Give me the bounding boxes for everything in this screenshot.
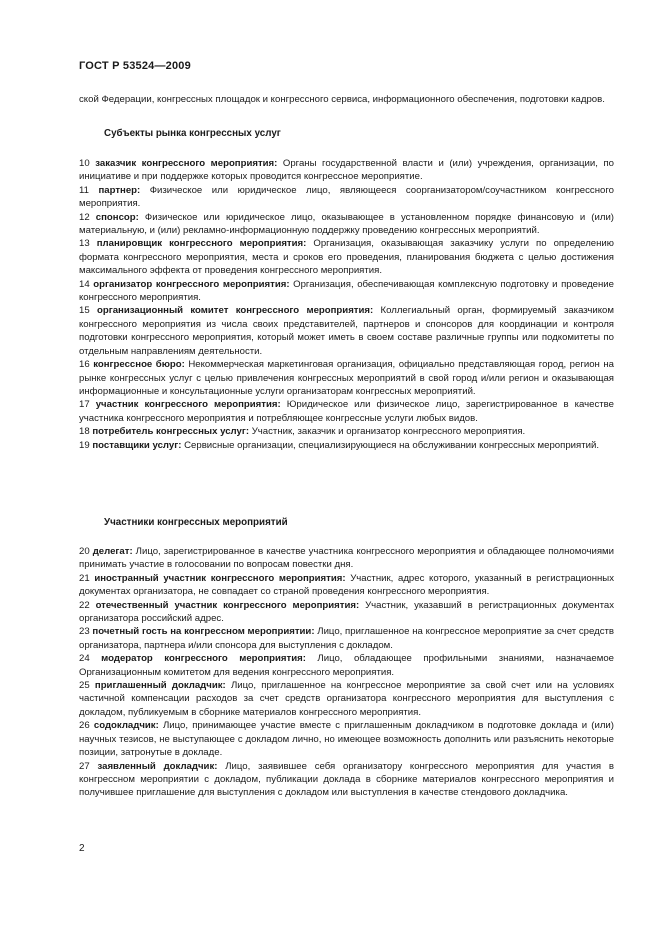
term-number: 14 bbox=[79, 278, 94, 290]
term-definition: Лицо, заявившее себя организатору конгрессного мероприятия для участия в конгрессном мероприятии с докладом, публикации доклада в сборнике материалов конгрессного мероприятия и получившее приглашение для выступления с докладом или выступления в качестве стендового докладчика. bbox=[79, 760, 615, 799]
term-entry bbox=[79, 358, 614, 398]
term-entry bbox=[79, 184, 614, 211]
term-name: спонсор: bbox=[95, 211, 139, 223]
term-name: заявленный докладчик: bbox=[97, 760, 218, 772]
term-name: потребитель конгрессных услуг: bbox=[92, 426, 250, 438]
continuation-paragraph: ской Федерации, конгрессных площадок и конгрессного сервиса, информационного обеспечения, подготовки кадров. bbox=[79, 94, 605, 105]
term-number: 13 bbox=[79, 238, 97, 250]
term-number: 25 bbox=[79, 680, 95, 692]
term-definition: Участник, заказчик и организатор конгрессного мероприятия. bbox=[249, 426, 526, 438]
term-entry bbox=[79, 237, 614, 277]
term-name: партнер: bbox=[98, 184, 141, 196]
term-definition: Лицо, зарегистрированное в качестве участника конгрессного мероприятия и обладающее полномочиями принимать участие в голосовании по вопросам повестки дня. bbox=[79, 546, 614, 571]
term-definition: Лицо, обладающее профильными знаниями, назначаемое Организационным комитетом для ведения конгрессного мероприятия. bbox=[79, 653, 614, 678]
term-number: 22 bbox=[79, 599, 96, 611]
term-definition: Участник, адрес которого, указанный в регистрационных документах организатора, не совпадает со страной проведения конгрессного мероприятия. bbox=[79, 572, 615, 598]
term-entry bbox=[79, 304, 614, 358]
term-number: 12 bbox=[79, 211, 96, 223]
term-definition: Коллегиальный орган, формируемый заказчиком конгрессного мероприятия из числа своих представителей, партнеров и спонсоров для координации и контроля подготовки конгрессного мероприятия, который может иметь в своем составе различные группы или подкомитеты по отдельным направлениям деятельности. bbox=[79, 305, 614, 357]
term-entry bbox=[79, 652, 614, 679]
term-name: отечественный участник конгрессного мероприятия: bbox=[95, 599, 360, 611]
term-number: 18 bbox=[79, 426, 93, 438]
term-number: 15 bbox=[79, 305, 97, 317]
term-list-subjects bbox=[79, 157, 614, 452]
term-entry bbox=[79, 211, 614, 238]
section-title-subjects: Субъекты рынка конгрессных услуг bbox=[104, 128, 281, 139]
term-name: участник конгрессного мероприятия: bbox=[95, 399, 281, 411]
term-name: организационный комитет конгрессного мероприятия: bbox=[97, 305, 374, 317]
term-entry bbox=[79, 425, 614, 438]
term-number: 23 bbox=[79, 626, 93, 638]
term-entry bbox=[79, 545, 614, 572]
term-definition: Сервисные организации, специализирующиеся на обслуживании конгрессных мероприятий. bbox=[181, 439, 600, 451]
term-entry bbox=[79, 157, 614, 184]
term-definition: Лицо, принимающее участие вместе с приглашенным докладчиком в подготовке доклада и (или) научных тезисов, не выступающее с докладом лично, но имеющее возможность дополнить или разъяснить некоторые позиции, затронутые в докладе. bbox=[79, 720, 614, 759]
term-number: 24 bbox=[79, 653, 102, 665]
term-entry bbox=[79, 719, 614, 759]
term-name: организатор конгрессного мероприятия: bbox=[93, 278, 290, 290]
page-number: 2 bbox=[79, 843, 85, 854]
term-number: 17 bbox=[79, 399, 96, 411]
term-name: поставщики услуг: bbox=[92, 439, 182, 451]
term-definition: Физическое или юридическое лицо, оказывающее в установленном порядке финансовую и (или) материальную, и (или) рекламно-информационную поддержку проведению конгрессных мероприятий. bbox=[79, 211, 614, 237]
term-number: 10 bbox=[79, 158, 96, 169]
term-definition: Участник, указавший в регистрационных документах организатора российский адрес. bbox=[79, 599, 614, 625]
term-name: почетный гость на конгрессном мероприятии: bbox=[92, 626, 315, 638]
term-definition: Юридическое или физическое лицо, зарегистрированное в качестве участника конгрессного мероприятия и потребляющее конгрессные услуги любых видов. bbox=[79, 399, 614, 424]
term-definition: Органы государственной власти и (или) учреждения, организации, по инициативе и при поддержке которых проводится конгрессное мероприятие. bbox=[79, 158, 614, 183]
term-entry bbox=[79, 439, 614, 452]
term-number: 20 bbox=[79, 546, 93, 557]
term-name: делегат: bbox=[92, 546, 133, 557]
term-definition: Физическое или юридическое лицо, являющееся соорганизатором/соучастником конгрессного мероприятия. bbox=[79, 184, 614, 210]
term-entry bbox=[79, 398, 614, 425]
term-name: заказчик конгрессного мероприятия: bbox=[95, 158, 278, 169]
term-number: 16 bbox=[79, 359, 94, 371]
term-number: 19 bbox=[79, 439, 93, 451]
term-entry bbox=[79, 278, 614, 305]
term-name: модератор конгрессного мероприятия: bbox=[101, 653, 306, 665]
term-entry bbox=[79, 679, 614, 719]
term-name: планировщик конгрессного мероприятия: bbox=[96, 238, 307, 250]
term-number: 21 bbox=[79, 572, 95, 584]
term-entry bbox=[79, 625, 614, 652]
term-definition: Организация, обеспечивающая комплексную подготовку и проведение конгрессного мероприятия. bbox=[79, 278, 615, 304]
term-name: приглашенный докладчик: bbox=[94, 680, 226, 692]
term-entry bbox=[79, 760, 614, 800]
term-number: 27 bbox=[79, 760, 98, 772]
term-name: конгрессное бюро: bbox=[93, 359, 185, 371]
term-name: иностранный участник конгрессного мероприятия: bbox=[94, 572, 346, 584]
term-definition: Организация, оказывающая заказчику услуги по определению формата конгрессного мероприятия, места и сроков его проведения, планирования бюджета с целью достижения максимального эффекта от проведения конгрессного мероприятия. bbox=[79, 238, 614, 277]
section-title-participants: Участники конгрессных мероприятий bbox=[104, 517, 288, 528]
term-number: 26 bbox=[79, 720, 94, 732]
term-number: 11 bbox=[79, 184, 99, 196]
term-entry bbox=[79, 572, 614, 599]
term-definition: Некоммерческая маркетинговая организация, официально представляющая город, регион на рынке конгрессных услуг с целью привлечения конгрессных мероприятий в свой город и/или регион и оказывающая информационные и консультационные услуги организаторам конгрессных мероприятий. bbox=[79, 359, 614, 397]
term-list-participants bbox=[79, 545, 614, 800]
term-entry bbox=[79, 599, 614, 626]
term-definition: Лицо, приглашенное на конгрессное мероприятие за свой счет или на условиях частичной компенсации расходов за счет средств организатора конгрессного мероприятия для выступления с докладом, публикуемым в сборнике материалов конгрессного мероприятия. bbox=[79, 680, 615, 718]
document-header: ГОСТ Р 53524—2009 bbox=[79, 60, 191, 72]
term-definition: Лицо, приглашенное на конгрессное мероприятие за счет средств организатора, партнера и/или спонсора для выступления с докладом. bbox=[79, 626, 614, 651]
term-name: содокладчик: bbox=[93, 720, 159, 732]
